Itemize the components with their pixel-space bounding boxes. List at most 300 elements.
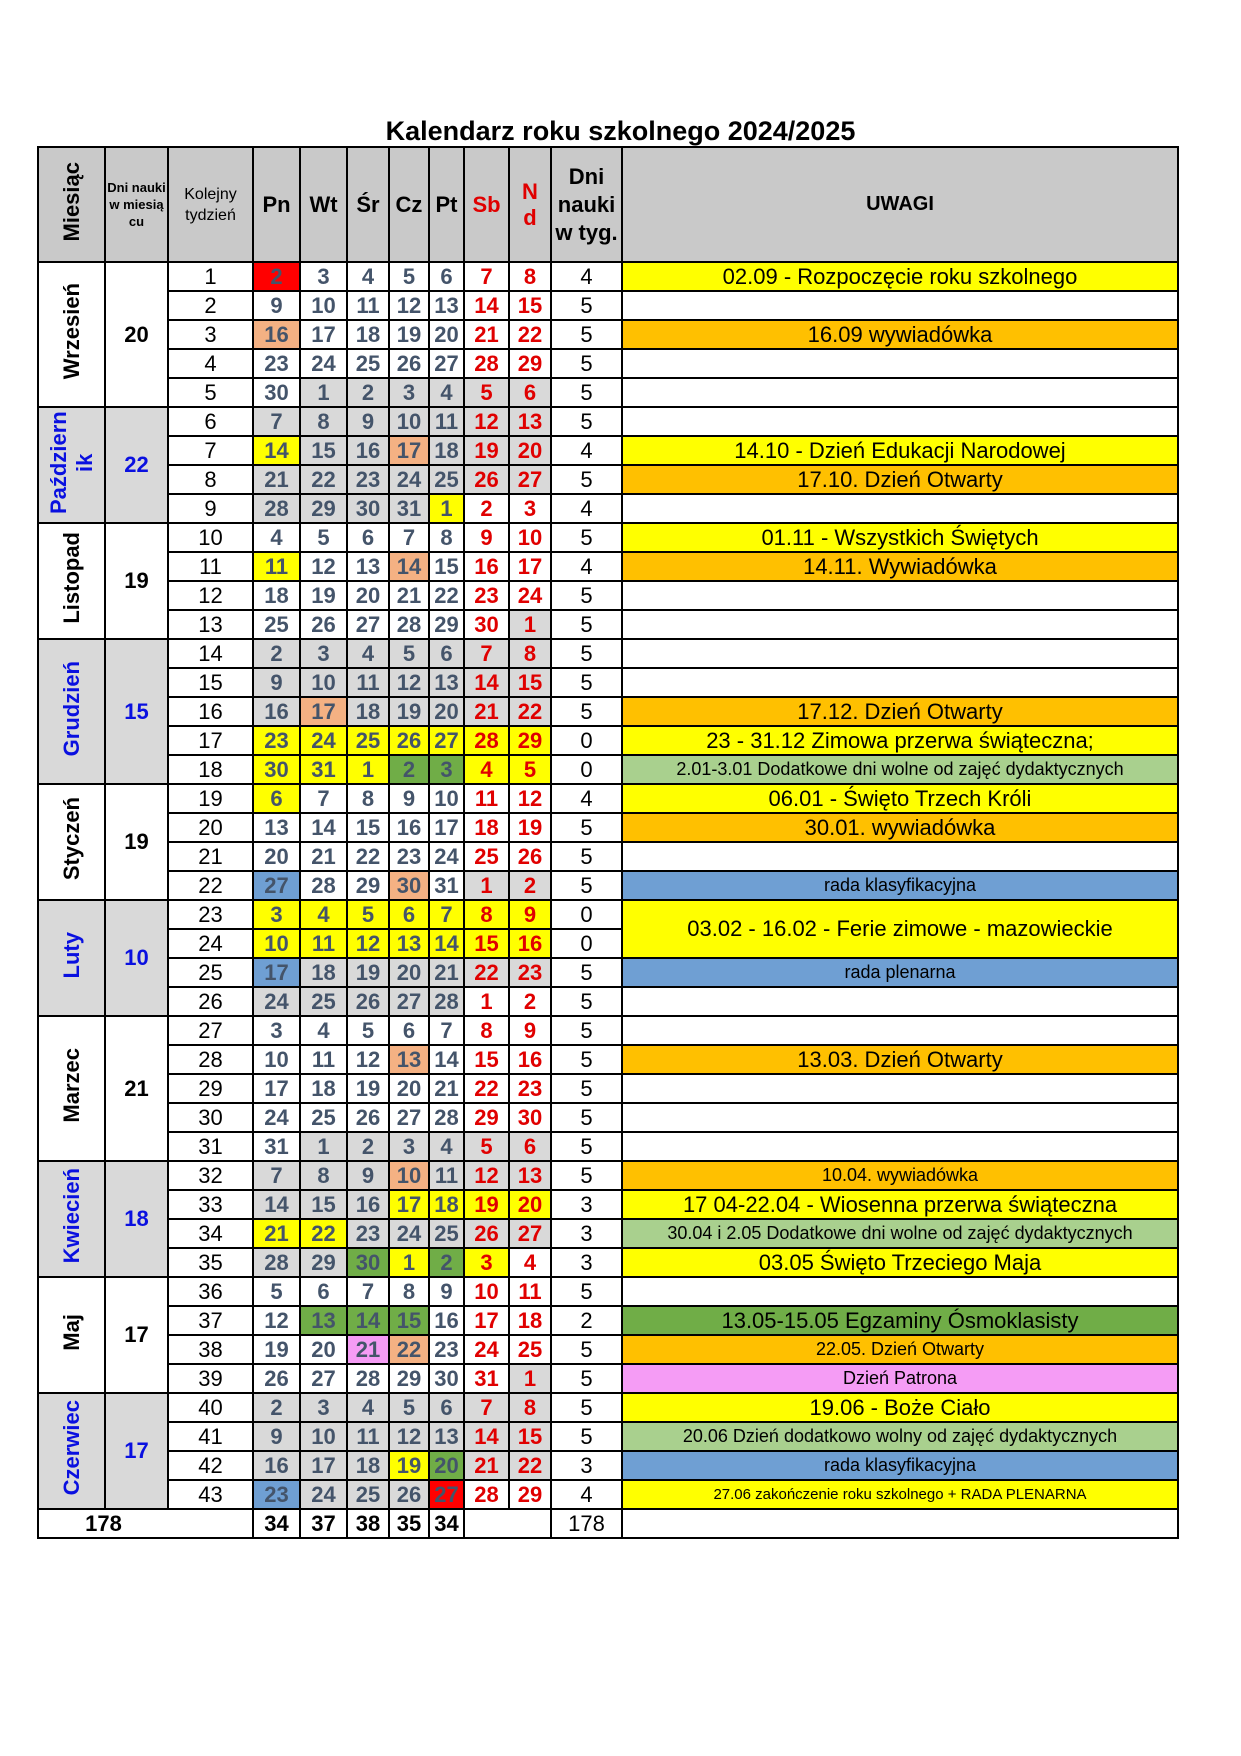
day-cell-sun: 13: [509, 1161, 551, 1190]
day-cell-tue: 14: [300, 813, 347, 842]
week-number: 40: [168, 1393, 253, 1422]
month-name: Grudzień: [58, 660, 84, 757]
day-cell-sun: 8: [509, 262, 551, 291]
note-cell: 17.12. Dzień Otwarty: [622, 697, 1178, 726]
month-name: Wrzesień: [58, 283, 84, 380]
week-school-days: 5: [551, 1393, 622, 1422]
week-school-days: 5: [551, 958, 622, 987]
day-cell-thu: 27: [389, 987, 429, 1016]
day-cell-sun: 22: [509, 697, 551, 726]
day-cell-fri: 6: [429, 639, 464, 668]
day-cell-sat: 3: [464, 1248, 509, 1277]
week-number: 23: [168, 900, 253, 929]
note-cell: 03.05 Święto Trzeciego Maja: [622, 1248, 1178, 1277]
day-cell-thu: 5: [389, 639, 429, 668]
day-cell-fri: 28: [429, 987, 464, 1016]
week-school-days: 3: [551, 1451, 622, 1480]
day-cell-sat: 18: [464, 813, 509, 842]
week-row: [38, 1364, 1178, 1393]
day-cell-sun: 26: [509, 842, 551, 871]
week-row: [38, 1480, 1178, 1509]
day-cell-fri: 13: [429, 668, 464, 697]
week-school-days: 5: [551, 291, 622, 320]
week-school-days: 3: [551, 1248, 622, 1277]
note-cell: [622, 581, 1178, 610]
day-cell-mon: 13: [253, 813, 300, 842]
day-cell-wed: 11: [347, 291, 389, 320]
day-cell-tue: 18: [300, 958, 347, 987]
week-number: 37: [168, 1306, 253, 1335]
day-cell-thu: 6: [389, 900, 429, 929]
week-row: [38, 1074, 1178, 1103]
note-cell: 13.05-15.05 Egzaminy Ósmoklasisty: [622, 1306, 1178, 1335]
day-cell-thu: 12: [389, 1422, 429, 1451]
month-name-cell: [38, 639, 105, 784]
month-name: Kwiecień: [58, 1168, 84, 1264]
note-cell: 16.09 wywiadówka: [622, 320, 1178, 349]
day-cell-wed: 18: [347, 320, 389, 349]
note-cell: [622, 668, 1178, 697]
day-cell-tue: 29: [300, 494, 347, 523]
note-cell: rada klasyfikacyjna: [622, 871, 1178, 900]
day-cell-tue: 1: [300, 378, 347, 407]
week-school-days: 0: [551, 726, 622, 755]
day-cell-sun: 2: [509, 871, 551, 900]
day-cell-fri: 20: [429, 1451, 464, 1480]
week-school-days: 5: [551, 1103, 622, 1132]
header-day-sun: [509, 147, 551, 262]
day-cell-sat: 26: [464, 1219, 509, 1248]
note-cell: [622, 987, 1178, 1016]
day-cell-sun: 6: [509, 378, 551, 407]
day-cell-wed: 29: [347, 871, 389, 900]
day-cell-mon: 5: [253, 1277, 300, 1306]
week-school-days: 5: [551, 465, 622, 494]
day-cell-tue: 4: [300, 1016, 347, 1045]
week-row: [38, 1393, 1178, 1422]
week-number: 1: [168, 262, 253, 291]
note-cell: [622, 291, 1178, 320]
day-cell-fri: 24: [429, 842, 464, 871]
day-cell-tue: 11: [300, 1045, 347, 1074]
day-cell-sun: 22: [509, 320, 551, 349]
day-cell-wed: 18: [347, 1451, 389, 1480]
day-cell-mon: 16: [253, 697, 300, 726]
day-cell-thu: 13: [389, 1045, 429, 1074]
day-cell-thu: 12: [389, 291, 429, 320]
month-school-days: 19: [105, 523, 168, 639]
day-cell-tue: 6: [300, 1277, 347, 1306]
day-cell-thu: 22: [389, 1335, 429, 1364]
day-cell-mon: 25: [253, 610, 300, 639]
day-cell-fri: 27: [429, 726, 464, 755]
day-cell-wed: 4: [347, 262, 389, 291]
day-cell-sat: 1: [464, 871, 509, 900]
day-cell-sat: 5: [464, 378, 509, 407]
week-row: [38, 378, 1178, 407]
day-cell-tue: 31: [300, 755, 347, 784]
note-cell: 20.06 Dzień dodatkowo wolny od zajęć dydaktycznych: [622, 1422, 1178, 1451]
week-school-days: 5: [551, 1045, 622, 1074]
day-cell-mon: 2: [253, 1393, 300, 1422]
day-cell-mon: 6: [253, 784, 300, 813]
week-school-days: 5: [551, 813, 622, 842]
note-cell: [622, 842, 1178, 871]
month-name-cell: [38, 1161, 105, 1277]
month-name: Luty: [58, 931, 84, 979]
day-cell-thu: 19: [389, 320, 429, 349]
day-cell-mon: 24: [253, 987, 300, 1016]
day-cell-tue: 22: [300, 1219, 347, 1248]
day-cell-fri: 3: [429, 755, 464, 784]
day-cell-wed: 13: [347, 552, 389, 581]
note-cell: 30.01. wywiadówka: [622, 813, 1178, 842]
week-school-days: 5: [551, 1364, 622, 1393]
month-school-days: 17: [105, 1277, 168, 1393]
day-cell-wed: 28: [347, 1364, 389, 1393]
week-number: 43: [168, 1480, 253, 1509]
day-cell-sat: 7: [464, 639, 509, 668]
day-cell-tue: 19: [300, 581, 347, 610]
note-cell: 13.03. Dzień Otwarty: [622, 1045, 1178, 1074]
week-number: 10: [168, 523, 253, 552]
header-notes: UWAGI: [622, 147, 1178, 262]
note-cell: [622, 1103, 1178, 1132]
day-cell-thu: 14: [389, 552, 429, 581]
weekday-total-thu: 35: [389, 1509, 429, 1538]
day-cell-tue: 25: [300, 1103, 347, 1132]
day-cell-wed: 21: [347, 1335, 389, 1364]
day-cell-fri: 11: [429, 1161, 464, 1190]
day-cell-mon: 23: [253, 349, 300, 378]
day-cell-sun: 1: [509, 1364, 551, 1393]
day-cell-sat: 22: [464, 958, 509, 987]
day-cell-fri: 2: [429, 1248, 464, 1277]
day-cell-sun: 29: [509, 1480, 551, 1509]
day-cell-wed: 14: [347, 1306, 389, 1335]
day-cell-mon: 24: [253, 1103, 300, 1132]
day-cell-sat: 8: [464, 1016, 509, 1045]
month-name: Marzec: [58, 1048, 84, 1123]
header-week-number: Kolejny tydzień: [168, 147, 253, 262]
notes-total-blank: [622, 1509, 1178, 1538]
day-cell-tue: 3: [300, 262, 347, 291]
week-row: [38, 987, 1178, 1016]
week-row: [38, 1045, 1178, 1074]
day-cell-mon: 10: [253, 1045, 300, 1074]
note-cell: [622, 1132, 1178, 1161]
day-cell-fri: 7: [429, 1016, 464, 1045]
day-cell-sun: 27: [509, 1219, 551, 1248]
month-name-cell: [38, 1393, 105, 1509]
day-cell-sat: 21: [464, 320, 509, 349]
month-name-cell: [38, 1277, 105, 1393]
day-cell-sun: 9: [509, 900, 551, 929]
day-cell-sat: 28: [464, 1480, 509, 1509]
day-cell-wed: 25: [347, 1480, 389, 1509]
day-cell-mon: 28: [253, 1248, 300, 1277]
day-cell-fri: 17: [429, 813, 464, 842]
week-number: 3: [168, 320, 253, 349]
week-school-days: 2: [551, 1306, 622, 1335]
day-cell-sat: 12: [464, 1161, 509, 1190]
week-number: 21: [168, 842, 253, 871]
note-cell: 14.11. Wywiadówka: [622, 552, 1178, 581]
day-cell-tue: 26: [300, 610, 347, 639]
day-cell-mon: 3: [253, 1016, 300, 1045]
day-cell-fri: 18: [429, 1190, 464, 1219]
week-school-days: 5: [551, 407, 622, 436]
day-cell-wed: 12: [347, 929, 389, 958]
day-cell-sun: 15: [509, 291, 551, 320]
week-number: 32: [168, 1161, 253, 1190]
week-school-days: 5: [551, 668, 622, 697]
week-school-days: 5: [551, 1132, 622, 1161]
day-cell-tue: 25: [300, 987, 347, 1016]
week-row: [38, 1161, 1178, 1190]
week-number: 14: [168, 639, 253, 668]
day-cell-mon: 14: [253, 436, 300, 465]
week-number: 6: [168, 407, 253, 436]
day-cell-wed: 9: [347, 407, 389, 436]
month-name-cell: [38, 900, 105, 1016]
week-school-days: 5: [551, 1074, 622, 1103]
day-cell-sat: 9: [464, 523, 509, 552]
header-row: [38, 147, 1178, 262]
week-row: [38, 1103, 1178, 1132]
day-cell-wed: 7: [347, 1277, 389, 1306]
week-school-days: 5: [551, 842, 622, 871]
day-cell-wed: 4: [347, 639, 389, 668]
week-number: 17: [168, 726, 253, 755]
day-cell-sun: 4: [509, 1248, 551, 1277]
day-cell-fri: 8: [429, 523, 464, 552]
day-cell-thu: 19: [389, 1451, 429, 1480]
week-school-days: 5: [551, 320, 622, 349]
day-cell-thu: 5: [389, 262, 429, 291]
week-row: [38, 465, 1178, 494]
month-school-days: 10: [105, 900, 168, 1016]
day-cell-sun: 1: [509, 610, 551, 639]
day-cell-wed: 1: [347, 755, 389, 784]
day-cell-sun: 24: [509, 581, 551, 610]
day-cell-sat: 14: [464, 1422, 509, 1451]
day-cell-mon: 9: [253, 668, 300, 697]
note-cell: 2.01-3.01 Dodatkowe dni wolne od zajęć dydaktycznych: [622, 755, 1178, 784]
week-number: 26: [168, 987, 253, 1016]
week-number: 39: [168, 1364, 253, 1393]
day-cell-sat: 23: [464, 581, 509, 610]
day-cell-tue: 15: [300, 436, 347, 465]
header-day-mon: Pn: [253, 147, 300, 262]
day-cell-sun: 27: [509, 465, 551, 494]
week-school-days: 5: [551, 987, 622, 1016]
month-name-cell: [38, 262, 105, 407]
week-number: 16: [168, 697, 253, 726]
day-cell-sat: 19: [464, 436, 509, 465]
day-cell-mon: 9: [253, 1422, 300, 1451]
week-row: [38, 523, 1178, 552]
day-cell-tue: 12: [300, 552, 347, 581]
day-cell-sat: 11: [464, 784, 509, 813]
header-days-in-month: Dni nauki w miesią cu: [105, 147, 168, 262]
week-school-days: 5: [551, 1335, 622, 1364]
day-cell-mon: 12: [253, 1306, 300, 1335]
weekday-total-mon: 34: [253, 1509, 300, 1538]
note-cell: 17 04-22.04 - Wiosenna przerwa świąteczna: [622, 1190, 1178, 1219]
note-cell: 03.02 - 16.02 - Ferie zimowe - mazowieckie: [622, 900, 1178, 958]
day-cell-wed: 27: [347, 610, 389, 639]
week-school-days: 5: [551, 610, 622, 639]
day-cell-thu: 17: [389, 436, 429, 465]
day-cell-tue: 29: [300, 1248, 347, 1277]
note-cell: [622, 1074, 1178, 1103]
week-row: [38, 639, 1178, 668]
day-cell-wed: 9: [347, 1161, 389, 1190]
week-school-days: 5: [551, 697, 622, 726]
day-cell-wed: 26: [347, 987, 389, 1016]
day-cell-fri: 13: [429, 291, 464, 320]
note-cell: [622, 1277, 1178, 1306]
day-cell-thu: 26: [389, 1480, 429, 1509]
week-school-days: 5: [551, 1422, 622, 1451]
totals-spacer: [168, 1509, 253, 1538]
week-school-days: 4: [551, 436, 622, 465]
day-cell-sat: 24: [464, 1335, 509, 1364]
day-cell-fri: 21: [429, 1074, 464, 1103]
day-cell-fri: 11: [429, 407, 464, 436]
day-cell-sat: 28: [464, 349, 509, 378]
week-number: 31: [168, 1132, 253, 1161]
day-cell-tue: 20: [300, 1335, 347, 1364]
day-cell-tue: 17: [300, 1451, 347, 1480]
week-number: 42: [168, 1451, 253, 1480]
day-cell-fri: 29: [429, 610, 464, 639]
day-cell-sun: 29: [509, 349, 551, 378]
day-cell-thu: 29: [389, 1364, 429, 1393]
day-cell-fri: 16: [429, 1306, 464, 1335]
day-cell-thu: 28: [389, 610, 429, 639]
day-cell-sat: 14: [464, 291, 509, 320]
note-cell: [622, 407, 1178, 436]
note-cell: 22.05. Dzień Otwarty: [622, 1335, 1178, 1364]
week-number: 2: [168, 291, 253, 320]
week-number: 41: [168, 1422, 253, 1451]
week-row: [38, 610, 1178, 639]
note-cell: Dzień Patrona: [622, 1364, 1178, 1393]
day-cell-mon: 16: [253, 320, 300, 349]
day-cell-tue: 18: [300, 1074, 347, 1103]
day-cell-wed: 20: [347, 581, 389, 610]
day-cell-fri: 23: [429, 1335, 464, 1364]
header-month: Miesiąc: [38, 147, 105, 262]
day-cell-wed: 12: [347, 1045, 389, 1074]
day-cell-thu: 16: [389, 813, 429, 842]
day-cell-fri: 13: [429, 1422, 464, 1451]
day-cell-sun: 11: [509, 1277, 551, 1306]
day-cell-wed: 30: [347, 494, 389, 523]
note-cell: 01.11 - Wszystkich Świętych: [622, 523, 1178, 552]
day-cell-sat: 22: [464, 1074, 509, 1103]
week-row: [38, 1190, 1178, 1219]
week-row: [38, 668, 1178, 697]
week-row: [38, 552, 1178, 581]
day-cell-thu: 20: [389, 958, 429, 987]
day-cell-tue: 24: [300, 349, 347, 378]
day-cell-thu: 30: [389, 871, 429, 900]
week-number: 19: [168, 784, 253, 813]
day-cell-sat: 25: [464, 842, 509, 871]
day-cell-sat: 1: [464, 987, 509, 1016]
note-cell: [622, 378, 1178, 407]
day-cell-mon: 11: [253, 552, 300, 581]
week-row: [38, 1219, 1178, 1248]
day-cell-tue: 17: [300, 320, 347, 349]
day-cell-sun: 9: [509, 1016, 551, 1045]
note-cell: 30.04 i 2.05 Dodatkowe dni wolne od zajęć dydaktycznych: [622, 1219, 1178, 1248]
week-number: 20: [168, 813, 253, 842]
week-row: [38, 1016, 1178, 1045]
day-cell-wed: 16: [347, 1190, 389, 1219]
day-cell-mon: 7: [253, 407, 300, 436]
day-cell-wed: 15: [347, 813, 389, 842]
day-cell-mon: 20: [253, 842, 300, 871]
month-name: Maj: [58, 1313, 84, 1351]
day-cell-fri: 7: [429, 900, 464, 929]
month-school-days: 17: [105, 1393, 168, 1509]
week-school-days: 4: [551, 262, 622, 291]
week-number: 9: [168, 494, 253, 523]
day-cell-sun: 16: [509, 929, 551, 958]
day-cell-mon: 18: [253, 581, 300, 610]
month-school-days: 22: [105, 407, 168, 523]
day-cell-wed: 22: [347, 842, 389, 871]
month-name: Czerwiec: [58, 1400, 84, 1496]
day-cell-wed: 11: [347, 668, 389, 697]
note-cell: [622, 349, 1178, 378]
day-cell-fri: 20: [429, 697, 464, 726]
day-cell-sun: 30: [509, 1103, 551, 1132]
total-week-days: 178: [551, 1509, 622, 1538]
day-cell-sat: 16: [464, 552, 509, 581]
day-cell-sat: 7: [464, 1393, 509, 1422]
day-cell-sat: 21: [464, 697, 509, 726]
day-cell-fri: 1: [429, 494, 464, 523]
day-cell-fri: 30: [429, 1364, 464, 1393]
day-cell-sat: 4: [464, 755, 509, 784]
week-row: [38, 697, 1178, 726]
day-cell-mon: 23: [253, 726, 300, 755]
day-cell-tue: 13: [300, 1306, 347, 1335]
week-number: 24: [168, 929, 253, 958]
day-cell-sat: 15: [464, 929, 509, 958]
day-cell-mon: 21: [253, 1219, 300, 1248]
week-number: 25: [168, 958, 253, 987]
day-cell-sat: 2: [464, 494, 509, 523]
page-title: Kalendarz roku szkolnego 2024/2025: [385, 116, 856, 146]
day-cell-wed: 2: [347, 1132, 389, 1161]
day-cell-mon: 17: [253, 1074, 300, 1103]
week-number: 34: [168, 1219, 253, 1248]
day-cell-tue: 24: [300, 1480, 347, 1509]
day-cell-thu: 26: [389, 726, 429, 755]
week-row: [38, 1306, 1178, 1335]
week-number: 29: [168, 1074, 253, 1103]
day-cell-sun: 17: [509, 552, 551, 581]
week-row: [38, 436, 1178, 465]
day-cell-sat: 8: [464, 900, 509, 929]
day-cell-mon: 7: [253, 1161, 300, 1190]
